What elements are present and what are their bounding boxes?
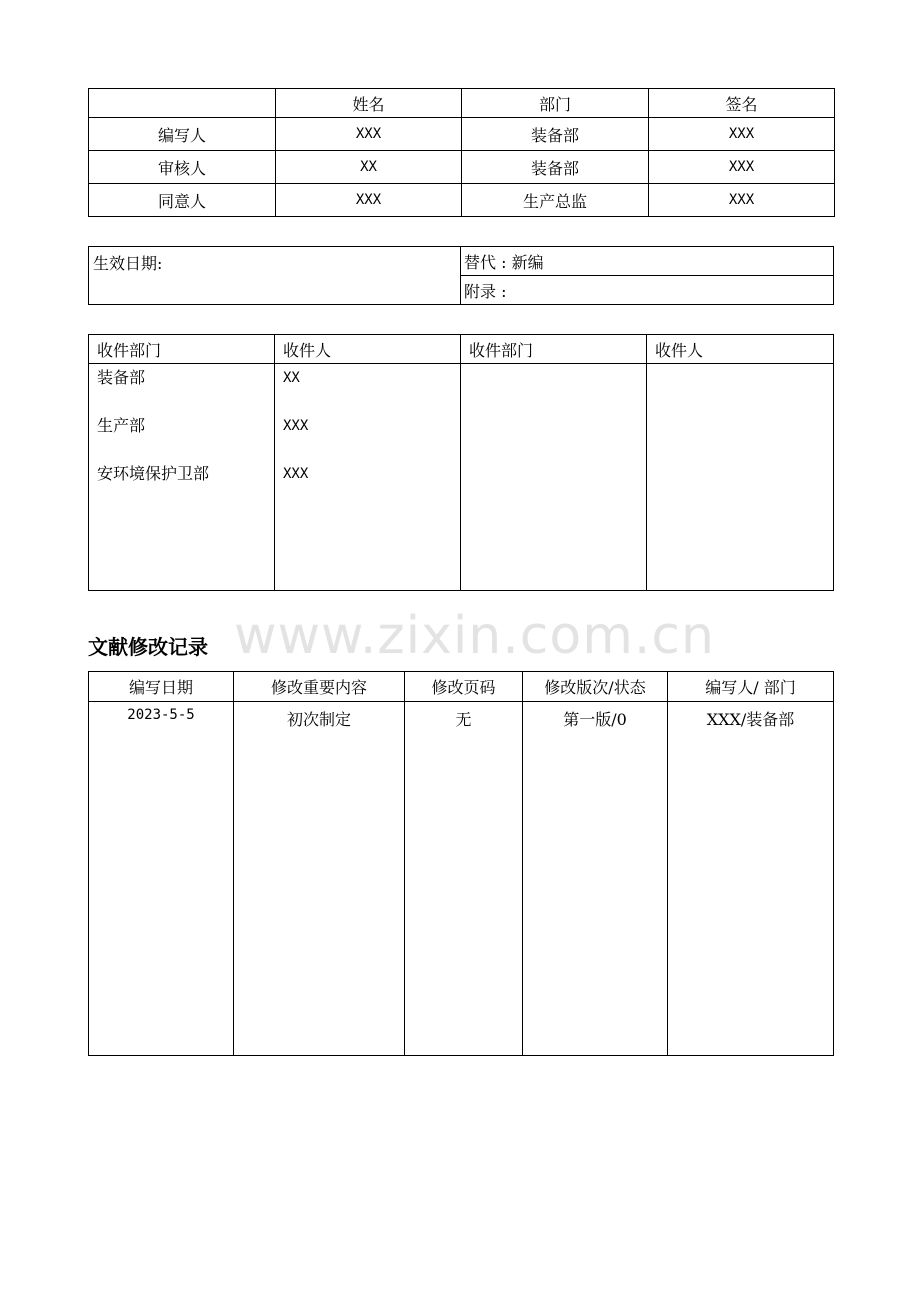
replace-label: 替代 : 新编 [461, 247, 834, 276]
revision-header-page: 修改页码 [405, 672, 523, 702]
distribution-header-recipient: 收件人 [275, 335, 461, 364]
approval-dept: 装备部 [462, 118, 649, 151]
distribution-recipient-cell-2 [647, 364, 834, 591]
effective-date-table [88, 246, 834, 305]
watermark: www.zixin.com.cn [234, 606, 715, 666]
distribution-table [88, 334, 834, 591]
approval-name: XX [276, 151, 462, 184]
distribution-header-dept: 收件部门 [89, 335, 275, 364]
approval-role: 编写人 [89, 118, 276, 151]
distribution-header-dept-2: 收件部门 [461, 335, 647, 364]
list-item: 安环境保护卫部 [97, 464, 210, 483]
revision-author: XXX/装备部 [668, 702, 834, 1056]
revision-header-content: 修改重要内容 [234, 672, 405, 702]
revision-header-author: 编写人/ 部门 [668, 672, 834, 702]
distribution-header-row [89, 335, 834, 364]
distribution-dept-cell [89, 364, 275, 591]
approval-sign: XXX [649, 184, 835, 217]
approval-header-row [89, 89, 835, 118]
revision-table [88, 671, 834, 1056]
approval-table [88, 88, 835, 217]
distribution-header-recipient-2: 收件人 [647, 335, 834, 364]
list-item: 生产部 [97, 416, 146, 435]
table-row [89, 702, 834, 1056]
list-item: XX [283, 370, 300, 386]
revision-header-date: 编写日期 [89, 672, 234, 702]
distribution-recipient-cell [275, 364, 461, 591]
distribution-body-row [89, 364, 834, 591]
revision-header-row [89, 672, 834, 702]
approval-dept: 生产总监 [462, 184, 649, 217]
approval-header-blank [89, 89, 276, 118]
approval-name: XXX [276, 184, 462, 217]
appendix-label: 附录 : [461, 276, 834, 305]
approval-role: 同意人 [89, 184, 276, 217]
revision-date: 2023-5-5 [89, 702, 234, 1056]
list-item: 装备部 [97, 368, 146, 387]
distribution-dept-cell-2 [461, 364, 647, 591]
approval-dept: 装备部 [462, 151, 649, 184]
list-item: XXX [283, 466, 309, 482]
approval-row-reviewer [89, 151, 835, 184]
approval-header-name: 姓名 [276, 89, 462, 118]
effective-date-label: 生效日期: [89, 247, 461, 305]
approval-name: XXX [276, 118, 462, 151]
revision-heading: 文献修改记录 [88, 635, 208, 659]
approval-sign: XXX [649, 151, 835, 184]
approval-header-dept: 部门 [462, 89, 649, 118]
approval-header-sign: 签名 [649, 89, 835, 118]
revision-page: 无 [405, 702, 523, 1056]
list-item: XXX [283, 418, 309, 434]
approval-sign: XXX [649, 118, 835, 151]
revision-version: 第一版/0 [523, 702, 668, 1056]
approval-row-author [89, 118, 835, 151]
revision-header-version: 修改版次/状态 [523, 672, 668, 702]
approval-row-approver [89, 184, 835, 217]
approval-role: 审核人 [89, 151, 276, 184]
revision-content: 初次制定 [234, 702, 405, 1056]
